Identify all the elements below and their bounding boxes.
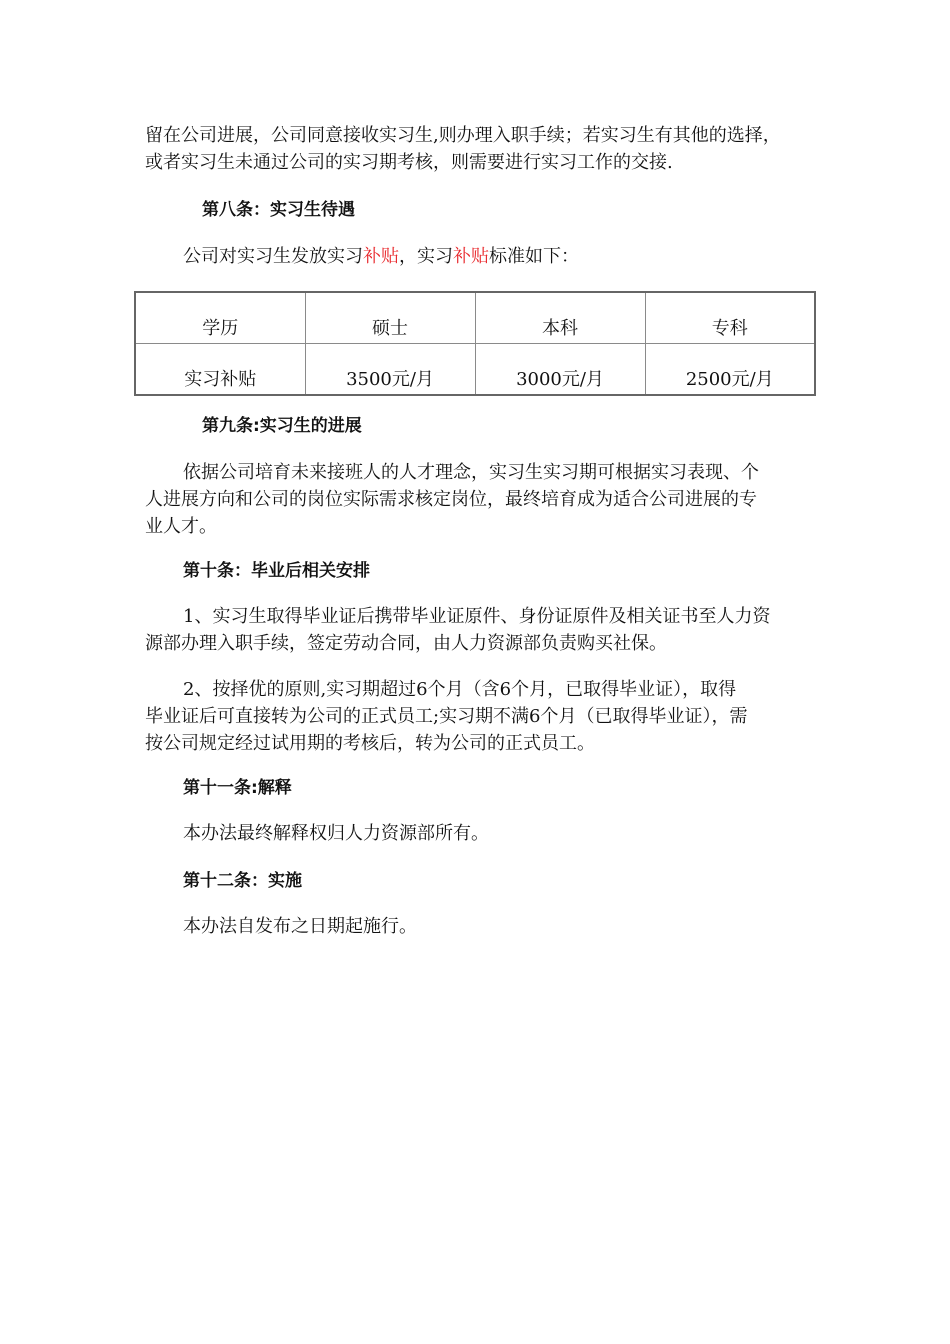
- article9-heading: 第九条:实习生的进展: [202, 416, 362, 436]
- table-cell: 3500元/月: [305, 344, 475, 396]
- paragraph-line: 业人才。: [145, 516, 217, 537]
- article8-heading: 第八条：实习生待遇: [202, 200, 355, 220]
- intro-text: 公司对实习生发放实习: [183, 246, 363, 267]
- highlighted-term: 补贴: [453, 246, 489, 267]
- paragraph-line: 本办法最终解释权归人力资源部所有。: [183, 823, 489, 844]
- table-cell: 2500元/月: [645, 344, 815, 396]
- paragraph-line: 1、实习生取得毕业证后携带毕业证原件、身份证原件及相关证书至人力资: [183, 606, 771, 627]
- table-cell: 专科: [645, 292, 815, 344]
- intro-text: ，实习: [399, 246, 453, 267]
- intro-text: 标准如下：: [489, 246, 579, 267]
- paragraph-line: 本办法自发布之日期起施行。: [183, 916, 417, 937]
- paragraph-line: 留在公司进展，公司同意接收实习生,则办理入职手续；若实习生有其他的选择，: [145, 125, 781, 146]
- table-row: [135, 344, 815, 396]
- paragraph-line: 毕业证后可直接转为公司的正式员工;实习期不满6个月（已取得毕业证），需: [145, 706, 748, 727]
- table-cell: 硕士: [305, 292, 475, 344]
- table-cell: 本科: [475, 292, 645, 344]
- article10-heading: 第十条：毕业后相关安排: [183, 561, 370, 581]
- paragraph-line: 依据公司培育未来接班人的人才理念，实习生实习期可根据实习表现、个: [183, 462, 759, 483]
- table-header-row: [135, 292, 815, 344]
- table-cell: 3000元/月: [475, 344, 645, 396]
- article8-intro: [183, 244, 579, 270]
- article11-heading: 第十一条:解释: [183, 778, 292, 798]
- paragraph-line: 源部办理入职手续，签定劳动合同，由人力资源部负责购买社保。: [145, 633, 667, 654]
- highlighted-term: 补贴: [363, 246, 399, 267]
- paragraph-line: 按公司规定经过试用期的考核后，转为公司的正式员工。: [145, 733, 595, 754]
- article12-heading: 第十二条：实施: [183, 871, 302, 891]
- subsidy-table: [134, 291, 816, 396]
- table-cell: 学历: [135, 292, 305, 344]
- table-cell: 实习补贴: [135, 344, 305, 396]
- paragraph-line: 人进展方向和公司的岗位实际需求核定岗位，最终培育成为适合公司进展的专: [145, 489, 757, 510]
- paragraph-line: 或者实习生未通过公司的实习期考核，则需要进行实习工作的交接.: [145, 152, 673, 173]
- paragraph-line: 2、按择优的原则,实习期超过6个月（含6个月，已取得毕业证），取得: [183, 679, 737, 700]
